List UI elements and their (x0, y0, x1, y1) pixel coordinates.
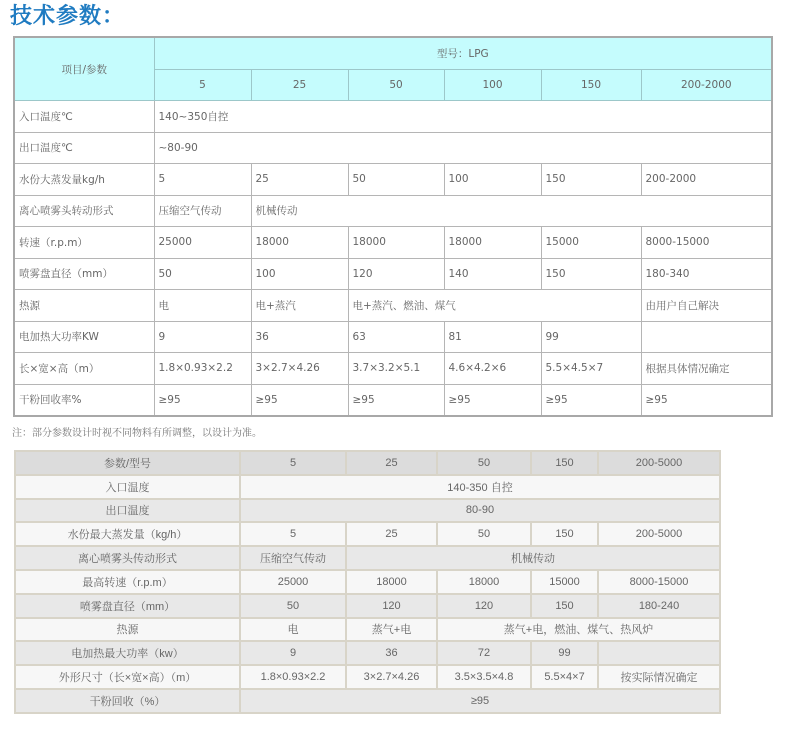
cell: 18000 (444, 227, 541, 259)
cell: ≥95 (240, 689, 720, 713)
model-cell: 150 (541, 69, 641, 101)
model-cell: 150 (531, 451, 598, 475)
cell: 1.8×0.93×2.2 (154, 353, 251, 385)
row-label: 电加热最大功率（kw） (15, 641, 240, 665)
table-note: 注：部分参数设计时视不同物料有所调整，以设计为准。 (12, 428, 262, 439)
row-label: 外形尺寸（长×宽×高）（m） (15, 665, 240, 689)
cell: 100 (444, 164, 541, 196)
table-row (14, 258, 772, 290)
cell: 压缩空气传动 (240, 546, 346, 570)
cell: 72 (437, 641, 531, 665)
row-label: 入口温度 (15, 475, 240, 499)
model-cell: 50 (437, 451, 531, 475)
cell: 140 (444, 258, 541, 290)
table-row (15, 522, 720, 546)
cell: 4.6×4.2×6 (444, 353, 541, 385)
row-label: 干粉回收率% (14, 384, 154, 416)
table-row (14, 195, 772, 227)
cell: 1.8×0.93×2.2 (240, 665, 346, 689)
row-label: 水份大蒸发量kg/h (14, 164, 154, 196)
table-row (14, 353, 772, 385)
cell: 9 (154, 321, 251, 353)
table-row (14, 132, 772, 164)
page-title: 技术参数： (10, 4, 126, 29)
cell: 150 (531, 594, 598, 618)
corner-header: 参数/型号 (15, 451, 240, 475)
cell: 150 (531, 522, 598, 546)
table-row (15, 499, 720, 523)
cell: 3×2.7×4.26 (346, 665, 437, 689)
cell: 蒸气+电，燃油、煤气、热风炉 (437, 618, 720, 642)
cell: 25000 (240, 570, 346, 594)
table-row (15, 689, 720, 713)
table-row (14, 384, 772, 416)
cell: 120 (348, 258, 444, 290)
cell: ≥95 (251, 384, 348, 416)
cell: 电 (240, 618, 346, 642)
model-cell: 25 (346, 451, 437, 475)
cell: 18000 (348, 227, 444, 259)
cell: 机械传动 (251, 195, 772, 227)
cell: 200-5000 (598, 522, 720, 546)
cell: ≥95 (541, 384, 641, 416)
cell: 15000 (541, 227, 641, 259)
row-label: 最高转速（r.p.m） (15, 570, 240, 594)
table-row (15, 546, 720, 570)
spec-table-2 (14, 450, 721, 714)
row-label: 离心喷雾头转动形式 (14, 195, 154, 227)
table-row (15, 594, 720, 618)
model-cell: 25 (251, 69, 348, 101)
table-row (15, 618, 720, 642)
cell: 50 (240, 594, 346, 618)
table-row (14, 290, 772, 322)
cell: 3.7×3.2×5.1 (348, 353, 444, 385)
cell: 200-2000 (641, 164, 772, 196)
row-label: 喷雾盘直径（mm） (14, 258, 154, 290)
cell: 100 (251, 258, 348, 290)
row-label: 喷雾盘直径（mm） (15, 594, 240, 618)
row-label: 出口温度 (15, 499, 240, 523)
row-label: 离心喷雾头传动形式 (15, 546, 240, 570)
cell: 63 (348, 321, 444, 353)
cell: 120 (437, 594, 531, 618)
table-row (15, 570, 720, 594)
cell: ≥95 (641, 384, 772, 416)
cell: 5.5×4×7 (531, 665, 598, 689)
cell: 99 (531, 641, 598, 665)
cell: 9 (240, 641, 346, 665)
row-label: 热源 (14, 290, 154, 322)
cell: 140-350 自控 (240, 475, 720, 499)
cell: 电+蒸汽 (251, 290, 348, 322)
model-cell: 200-5000 (598, 451, 720, 475)
row-label: 电加热大功率KW (14, 321, 154, 353)
row-label: 转速（r.p.m） (14, 227, 154, 259)
cell: 120 (346, 594, 437, 618)
row-label: 干粉回收（%） (15, 689, 240, 713)
table-row (14, 164, 772, 196)
cell: 3×2.7×4.26 (251, 353, 348, 385)
cell (641, 321, 772, 353)
cell: 5 (154, 164, 251, 196)
cell: 180-340 (641, 258, 772, 290)
cell: 25 (346, 522, 437, 546)
cell: 36 (251, 321, 348, 353)
cell: 81 (444, 321, 541, 353)
model-cell: 5 (154, 69, 251, 101)
model-cell: 200-2000 (641, 69, 772, 101)
cell: 按实际情况确定 (598, 665, 720, 689)
cell: 99 (541, 321, 641, 353)
cell: 36 (346, 641, 437, 665)
table-row (15, 475, 720, 499)
cell (598, 641, 720, 665)
row-label: 长×宽×高（m） (14, 353, 154, 385)
table-row (14, 227, 772, 259)
cell: 15000 (531, 570, 598, 594)
cell: 8000-15000 (598, 570, 720, 594)
table-row (15, 665, 720, 689)
cell: 3.5×3.5×4.8 (437, 665, 531, 689)
row-label: 入口温度℃ (14, 101, 154, 133)
cell: 50 (348, 164, 444, 196)
cell: 电 (154, 290, 251, 322)
table-header-row (15, 451, 720, 475)
cell: 18000 (437, 570, 531, 594)
cell: ~80-90 (154, 132, 772, 164)
lpg-spec-table (13, 36, 773, 417)
cell: 18000 (346, 570, 437, 594)
table-row (15, 641, 720, 665)
cell: 25000 (154, 227, 251, 259)
cell: 180-240 (598, 594, 720, 618)
cell: 根据具体情况确定 (641, 353, 772, 385)
model-header: 型号：LPG (154, 37, 772, 69)
cell: 压缩空气传动 (154, 195, 251, 227)
row-label: 热源 (15, 618, 240, 642)
cell: 5.5×4.5×7 (541, 353, 641, 385)
model-cell: 50 (348, 69, 444, 101)
corner-header: 项目/参数 (14, 37, 154, 101)
cell: 8000-15000 (641, 227, 772, 259)
cell: 50 (154, 258, 251, 290)
table-row (14, 321, 772, 353)
cell: ≥95 (154, 384, 251, 416)
cell: 由用户自己解决 (641, 290, 772, 322)
cell: 140~350自控 (154, 101, 772, 133)
cell: 150 (541, 164, 641, 196)
cell: 150 (541, 258, 641, 290)
model-cell: 100 (444, 69, 541, 101)
cell: 蒸气+电 (346, 618, 437, 642)
row-label: 水份最大蒸发量（kg/h） (15, 522, 240, 546)
cell: 5 (240, 522, 346, 546)
table-row (14, 101, 772, 133)
cell: 25 (251, 164, 348, 196)
cell: 机械传动 (346, 546, 720, 570)
row-label: 出口温度℃ (14, 132, 154, 164)
cell: 80-90 (240, 499, 720, 523)
table-header-row (14, 37, 772, 69)
cell: 50 (437, 522, 531, 546)
model-cell: 5 (240, 451, 346, 475)
cell: 18000 (251, 227, 348, 259)
cell: ≥95 (444, 384, 541, 416)
cell: 电+蒸汽、燃油、煤气 (348, 290, 641, 322)
cell: ≥95 (348, 384, 444, 416)
